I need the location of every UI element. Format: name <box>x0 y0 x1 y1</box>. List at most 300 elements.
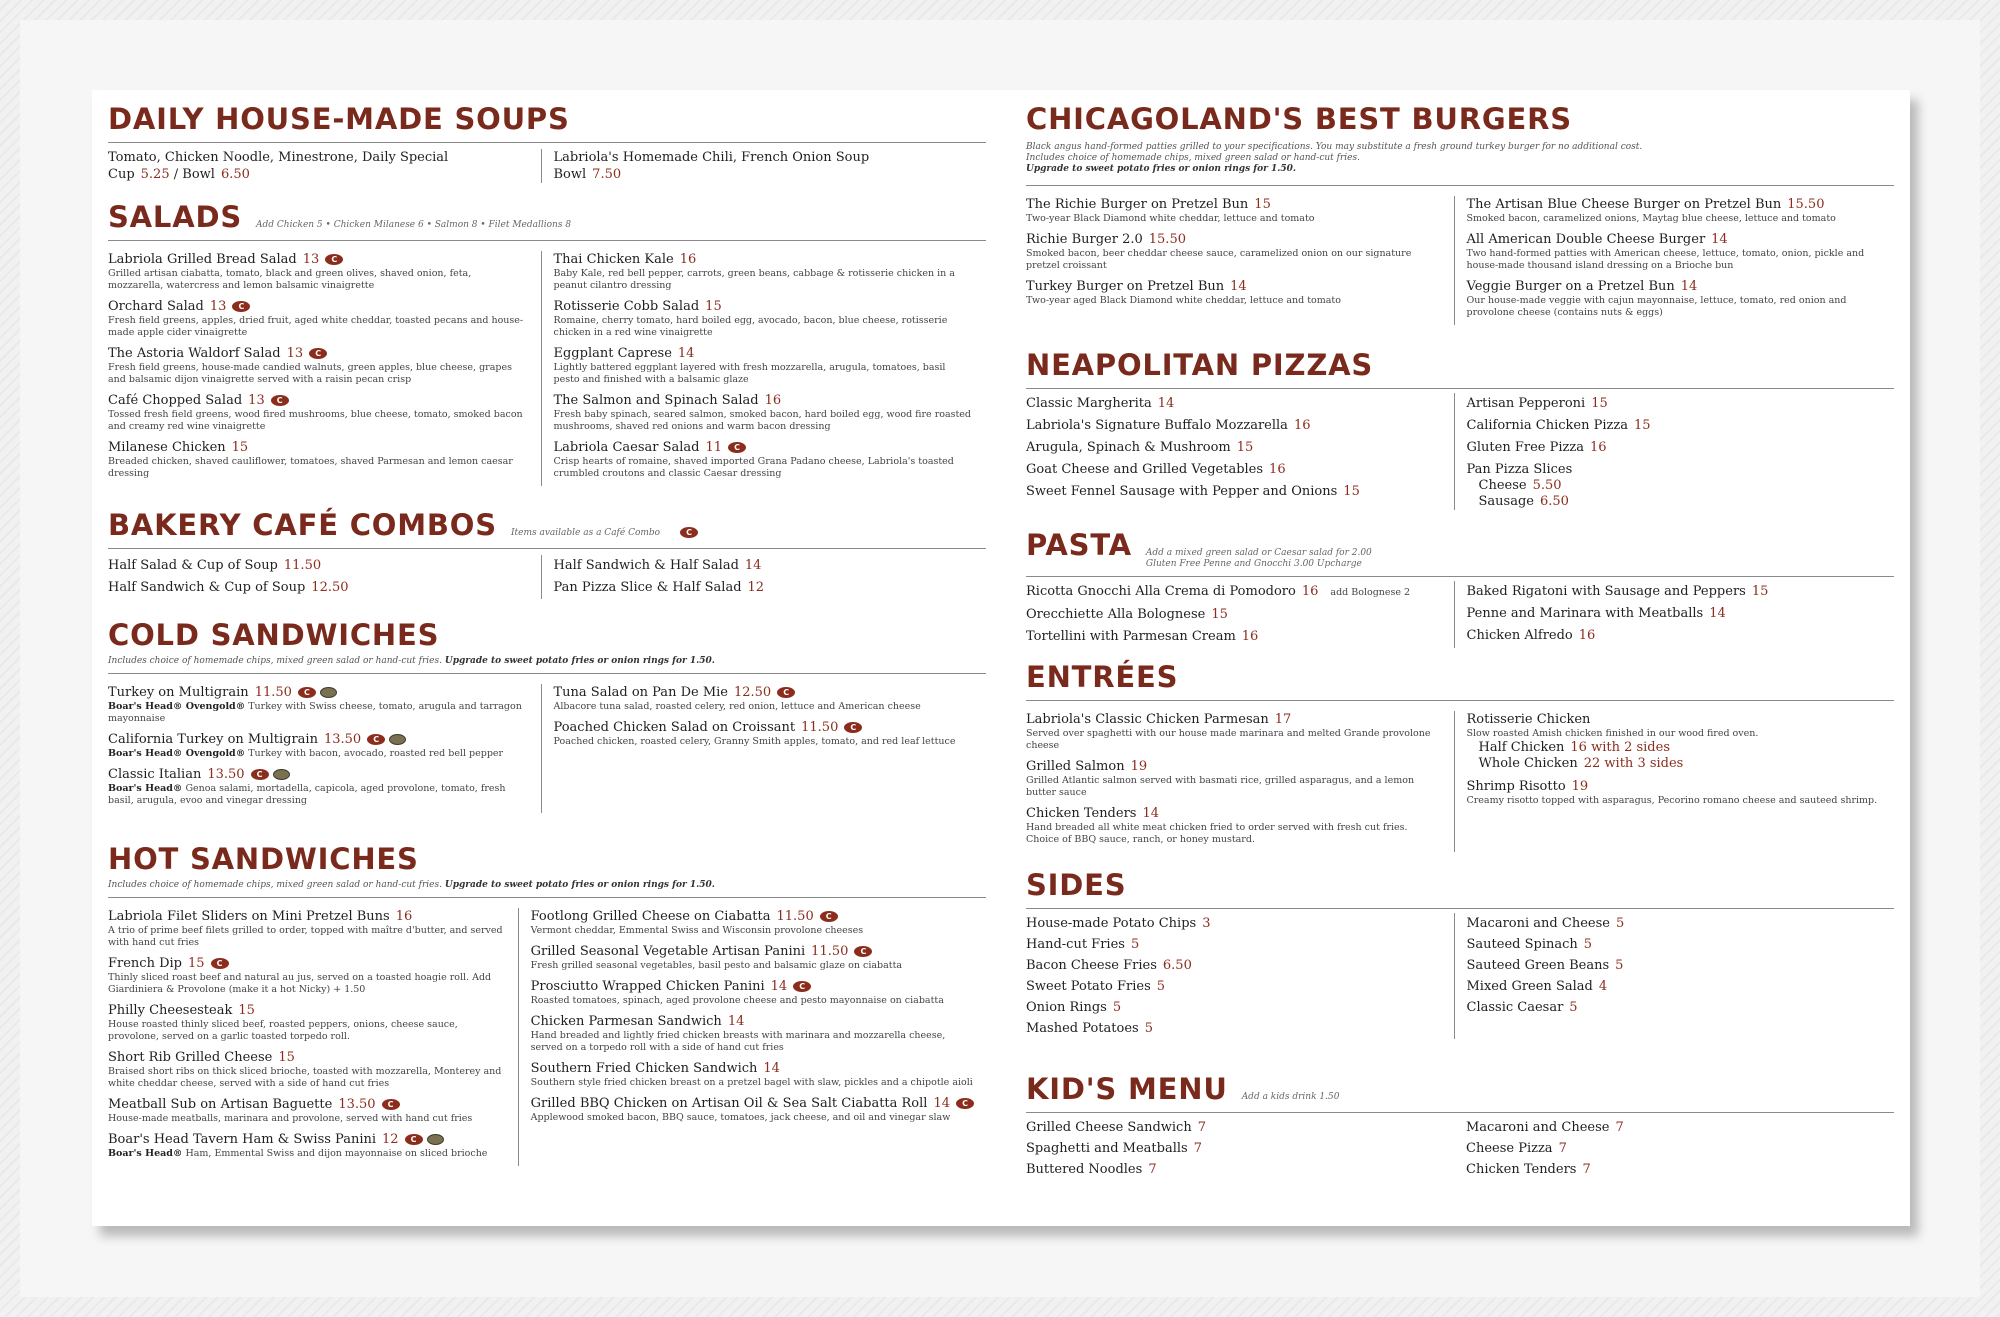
cold-title: COLD SANDWICHES <box>108 618 440 652</box>
item-heading <box>1026 758 1442 775</box>
item-description <box>1026 822 1442 846</box>
menu-item <box>108 908 506 949</box>
item-price: 13.50 <box>338 1097 376 1112</box>
menu-item <box>108 439 529 480</box>
item-desc-text: Roasted tomatoes, spinach, aged provolone cheese and pesto mayonnaise on ciabatta <box>530 995 944 1006</box>
item-description <box>108 925 506 949</box>
item-name: Chicken Tenders <box>1466 1162 1577 1177</box>
item-heading <box>1026 711 1442 728</box>
menu-item <box>108 1049 506 1090</box>
menu-item <box>554 251 975 292</box>
item-price: 7 <box>1193 1141 1203 1156</box>
item-heading <box>108 1131 506 1148</box>
item-name: All American Double Cheese Burger <box>1466 232 1706 247</box>
kids-right <box>1454 1117 1894 1180</box>
salads-section <box>108 200 986 486</box>
sub-item <box>1467 478 1883 494</box>
menu-item <box>531 1013 974 1054</box>
shrimp-risotto-desc: Creamy risotto topped with asparagus, Pecorino romano cheese and sauteed shrimp. <box>1466 795 1878 806</box>
item-desc-text: Genoa salami, mortadella, capicola, aged provolone, tomato, fresh basil, arugula, evoo and vinegar dressing <box>108 783 506 806</box>
item-desc-text: Turkey with bacon, avocado, roasted red bell pepper <box>245 748 504 759</box>
pasta-rule <box>1026 576 1894 577</box>
item-price: 15 <box>238 1003 255 1018</box>
menu-item <box>1467 278 1883 319</box>
kids-section <box>1026 1072 1894 1180</box>
menu-line-item <box>1467 976 1883 997</box>
item-name: Pan Pizza Slice & Half Salad <box>553 580 742 595</box>
soups-bowl-label: Bowl <box>182 167 215 182</box>
item-price: 15 <box>1211 607 1228 622</box>
soups-section <box>108 102 986 183</box>
item-price: 11.50 <box>776 909 814 924</box>
combo-badge-icon: C <box>298 687 316 698</box>
item-description <box>108 1148 506 1160</box>
menu-item <box>108 392 529 433</box>
item-desc-text: Fresh field greens, apples, dried fruit, aged white cheddar, toasted pecans and house-made apple cider vinaigrette <box>108 315 524 338</box>
menu-line-item <box>1026 581 1442 604</box>
item-name: Mashed Potatoes <box>1026 1021 1139 1036</box>
item-name: Half Salad & Cup of Soup <box>108 558 278 573</box>
item-description <box>108 972 506 996</box>
menu-line-item <box>1026 913 1442 934</box>
entrees-section <box>1026 660 1894 852</box>
entrees-left <box>1026 711 1454 852</box>
menu-line-item <box>108 555 529 577</box>
item-description <box>108 1066 506 1090</box>
item-desc-text: Ham, Emmental Swiss and dijon mayonnaise on sliced brioche <box>182 1148 488 1159</box>
menu-item <box>554 719 975 748</box>
item-name: Chicken Parmesan Sandwich <box>530 1014 722 1029</box>
item-heading <box>108 1002 506 1019</box>
item-price: 14 <box>1142 806 1160 821</box>
item-name: Prosciutto Wrapped Chicken Panini <box>530 979 765 994</box>
soups-title: DAILY HOUSE-MADE SOUPS <box>108 102 570 136</box>
cold-desc: Includes choice of homemade chips, mixed green salad or hand-cut fries. <box>108 656 442 666</box>
item-heading <box>1467 231 1883 248</box>
pizzas-right-list <box>1467 393 1883 459</box>
item-name: Bacon Cheese Fries <box>1026 958 1157 973</box>
item-name: The Artisan Blue Cheese Burger on Pretzel Bun <box>1466 197 1782 212</box>
menu-item <box>1026 196 1442 225</box>
menu-line-item <box>554 555 975 577</box>
item-heading <box>531 908 974 925</box>
salads-left <box>108 251 541 486</box>
item-heading <box>108 392 529 409</box>
item-price: 16 <box>1301 584 1319 599</box>
item-price: 12 <box>382 1132 399 1147</box>
item-desc-text: Baby Kale, red bell pepper, carrots, green beans, cabbage & rotisserie chicken in a peanut cilantro dressing <box>553 268 955 291</box>
item-extra: add Bolognese 2 <box>1330 587 1411 598</box>
boars-head-icon <box>389 734 406 745</box>
item-heading <box>554 392 975 409</box>
item-name: Grilled Salmon <box>1026 759 1125 774</box>
item-price: 5 <box>1112 1000 1122 1015</box>
item-name: Mixed Green Salad <box>1466 979 1593 994</box>
soups-right-bowl-price: 7.50 <box>592 167 622 182</box>
burgers-left <box>1026 196 1454 325</box>
menu-line-item <box>1026 976 1442 997</box>
item-desc-text: Served over spaghetti with our house made marinara and melted Grande provolone cheese <box>1026 728 1431 751</box>
item-name: Café Chopped Salad <box>108 393 243 408</box>
item-price: 14 <box>1709 606 1726 621</box>
item-price: 14 <box>677 346 695 361</box>
item-name: French Dip <box>108 956 182 971</box>
soups-right-line: Labriola's Homemade Chili, French Onion Soup <box>553 150 870 165</box>
menu-line-item <box>1026 626 1442 648</box>
menu-line-item <box>1467 934 1883 955</box>
item-heading <box>108 908 506 925</box>
item-name: Cheese Pizza <box>1466 1141 1553 1156</box>
item-desc-text: Fresh baby spinach, seared salmon, smoked bacon, hard boiled egg, wood fire roasted mushrooms, shaved red onions and warm bacon dressing <box>553 409 972 432</box>
sides-left <box>1026 913 1454 1039</box>
item-name: Sauteed Green Beans <box>1466 958 1610 973</box>
half-chicken-price: 16 with 2 sides <box>1570 740 1670 755</box>
item-description <box>108 315 529 339</box>
boars-head-icon <box>427 1134 444 1145</box>
item-price: 14 <box>744 558 762 573</box>
burgers-rule <box>1026 185 1894 186</box>
item-name: House-made Potato Chips <box>1026 916 1197 931</box>
item-name: Goat Cheese and Grilled Vegetables <box>1026 462 1264 477</box>
combo-badge-icon: C <box>956 1098 974 1109</box>
item-desc-text: Lightly battered eggplant layered with fresh mozzarella, arugula, tomatoes, basil pesto and finished with a balsamic glaze <box>553 362 946 385</box>
item-price: 14 <box>763 1061 780 1076</box>
menu-item <box>108 955 506 996</box>
item-heading <box>554 719 975 736</box>
combos-section <box>108 508 986 599</box>
item-name: Half Sandwich & Cup of Soup <box>108 580 306 595</box>
menu-item <box>108 251 529 292</box>
item-name: Classic Caesar <box>1466 1000 1564 1015</box>
item-price: 15 <box>1254 197 1271 212</box>
menu-line-item <box>1467 913 1883 934</box>
item-desc-text: Thinly sliced roast beef and natural au jus, served on a toasted hoagie roll. Add Giardiniera & Provolone (make it a hot Nicky) + 1.50 <box>108 972 492 995</box>
item-price: 15 <box>1236 440 1254 455</box>
item-price: 16 <box>764 393 782 408</box>
item-heading <box>531 1013 974 1030</box>
menu-line-item <box>1466 1117 1882 1138</box>
menu-item <box>108 1002 506 1043</box>
item-desc-text: Grilled Atlantic salmon served with basmati rice, grilled asparagus, and a lemon butter sauce <box>1026 775 1415 798</box>
combo-badge-icon: C <box>844 722 862 733</box>
sub-item-name: Cheese <box>1478 478 1527 493</box>
item-price: 7 <box>1148 1162 1157 1177</box>
item-name: The Astoria Waldorf Salad <box>108 346 281 361</box>
item-price: 16 <box>679 252 697 267</box>
shrimp-risotto-price: 19 <box>1571 779 1589 794</box>
sub-item <box>1467 494 1883 510</box>
item-price: 5 <box>1583 937 1593 952</box>
item-desc-text: Hand breaded and lightly fried chicken breasts with marinara and mozzarella cheese, served on a torpedo roll with a side of hand cut fries <box>530 1030 946 1053</box>
rotisserie-chicken-item <box>1467 711 1883 772</box>
item-name: Macaroni and Cheese <box>1466 916 1610 931</box>
item-desc-text: Our house-made veggie with cajun mayonnaise, lettuce, tomato, red onion and provolone cheese (contains nuts & eggs) <box>1466 295 1847 318</box>
cold-right <box>541 684 987 813</box>
item-heading <box>108 731 529 748</box>
burgers-section <box>1026 102 1894 325</box>
item-price: 15 <box>705 299 722 314</box>
item-name: Labriola Caesar Salad <box>553 440 700 455</box>
item-price: 17 <box>1274 712 1292 727</box>
item-price: 15 <box>1633 418 1651 433</box>
item-name: The Richie Burger on Pretzel Bun <box>1026 197 1249 212</box>
item-price: 14 <box>933 1096 950 1111</box>
item-price: 11 <box>705 440 723 455</box>
pasta-note-line1: Add a mixed green salad or Caesar salad for 2.00 <box>1145 548 1372 558</box>
pasta-title: PASTA <box>1026 528 1132 562</box>
rotisserie-chicken-name: Rotisserie Chicken <box>1466 712 1591 727</box>
item-name: Grilled Seasonal Vegetable Artisan Panini <box>530 944 806 959</box>
item-price: 7 <box>1582 1162 1591 1177</box>
menu-item <box>554 298 975 339</box>
item-name: Penne and Marinara with Meatballs <box>1466 606 1704 621</box>
item-description <box>1026 728 1442 752</box>
boars-head-icon <box>273 769 290 780</box>
item-name: Onion Rings <box>1026 1000 1107 1015</box>
item-price: 12 <box>747 580 765 595</box>
menu-item <box>531 908 974 937</box>
item-price: 3 <box>1202 916 1211 931</box>
burgers-intro-line3: Upgrade to sweet potato fries or onion rings for 1.50. <box>1026 164 1297 174</box>
item-price: 5 <box>1615 958 1624 973</box>
item-description <box>531 925 974 937</box>
item-price: 15 <box>188 956 205 971</box>
item-heading <box>531 1095 974 1112</box>
item-heading <box>108 684 529 701</box>
item-name: Boar's Head Tavern Ham & Swiss Panini <box>108 1132 377 1147</box>
rotisserie-chicken-desc: Slow roasted Amish chicken finished in our wood fired oven. <box>1466 728 1759 739</box>
cold-sandwiches-section <box>108 618 986 813</box>
item-name: Labriola's Classic Chicken Parmesan <box>1026 712 1269 727</box>
cold-left <box>108 684 541 813</box>
item-price: 14 <box>770 979 788 994</box>
shrimp-risotto-name: Shrimp Risotto <box>1466 779 1566 794</box>
item-heading <box>531 978 974 995</box>
menu-item <box>531 978 974 1007</box>
item-name: Southern Fried Chicken Sandwich <box>530 1061 758 1076</box>
soups-left <box>108 149 541 183</box>
item-description <box>1467 295 1883 319</box>
item-description <box>554 736 975 748</box>
menu-item <box>531 1060 974 1089</box>
cold-desc-upgrade: Upgrade to sweet potato fries or onion rings for 1.50. <box>444 656 715 666</box>
menu-item <box>1026 231 1442 272</box>
item-description <box>554 456 975 480</box>
item-price: 15 <box>1751 584 1769 599</box>
menu-line-item <box>1026 459 1442 481</box>
item-price: 15 <box>1591 396 1608 411</box>
item-heading <box>108 1049 506 1066</box>
sub-item-name: Sausage <box>1478 494 1534 509</box>
half-chicken-label: Half Chicken <box>1478 740 1565 755</box>
kids-note: Add a kids drink 1.50 <box>1241 1092 1340 1102</box>
item-name: Chicken Tenders <box>1026 806 1137 821</box>
hot-left <box>108 908 518 1166</box>
sub-item-price: 5.50 <box>1532 478 1562 493</box>
item-price: 15 <box>1343 484 1360 499</box>
burgers-intro-line2: Includes choice of homemade chips, mixed green salad or hand-cut fries. <box>1026 153 1360 163</box>
pizzas-rule <box>1026 388 1894 389</box>
item-name: Short Rib Grilled Cheese <box>108 1050 273 1065</box>
item-name: Tuna Salad on Pan De Mie <box>553 685 728 700</box>
kids-title: KID'S MENU <box>1026 1072 1228 1106</box>
item-desc-text: Crisp hearts of romaine, shaved imported Grana Padano cheese, Labriola's toasted crumbled croutons and classic Caesar dressing <box>553 456 954 479</box>
item-heading <box>108 251 529 268</box>
combo-badge-icon: C <box>309 348 327 359</box>
combos-title: BAKERY CAFÉ COMBOS <box>108 508 497 542</box>
item-desc-text: Hand breaded all white meat chicken fried to order served with fresh cut fries. Choice of BBQ sauce, ranch, or honey mustard. <box>1026 822 1408 845</box>
item-price: 4 <box>1598 979 1608 994</box>
item-heading <box>554 439 975 456</box>
item-price: 11.50 <box>801 720 839 735</box>
item-heading <box>108 298 529 315</box>
salads-right <box>541 251 987 486</box>
item-description <box>554 701 975 713</box>
item-price: 11.50 <box>283 558 322 573</box>
item-name: Arugula, Spinach & Mushroom <box>1026 440 1231 455</box>
entrees-rule <box>1026 700 1894 701</box>
menu-item <box>1026 711 1442 752</box>
whole-chicken-label: Whole Chicken <box>1478 756 1578 771</box>
salads-title: SALADS <box>108 200 243 234</box>
menu-line-item <box>554 577 975 599</box>
combo-badge-icon: C <box>271 395 289 406</box>
item-description <box>531 1077 974 1089</box>
combo-badge-icon: C <box>211 958 229 969</box>
item-name: Hand-cut Fries <box>1026 937 1125 952</box>
item-desc-text: Vermont cheddar, Emmental Swiss and Wisconsin provolone cheeses <box>530 925 864 936</box>
item-description <box>108 456 529 480</box>
menu-line-item <box>108 577 529 599</box>
cold-rule <box>108 673 986 674</box>
item-description <box>1467 248 1883 272</box>
hot-right <box>518 908 986 1166</box>
item-heading <box>1026 278 1442 295</box>
item-price: 15 <box>231 440 249 455</box>
menu-line-item <box>1026 604 1442 626</box>
item-name: Thai Chicken Kale <box>553 252 674 267</box>
menu-line-item <box>1466 1159 1882 1180</box>
item-description <box>108 409 529 433</box>
item-description <box>108 748 529 760</box>
menu-item <box>1026 805 1442 846</box>
pasta-note-line2: Gluten Free Penne and Gnocchi 3.00 Upcharge <box>1145 559 1362 569</box>
item-name: Labriola Grilled Bread Salad <box>108 252 297 267</box>
item-desc-text: Fresh field greens, house-made candied walnuts, green apples, blue cheese, grapes and balsamic dijon vinaigrette served with a raisin pecan crisp <box>108 362 512 385</box>
item-desc-text: Fresh grilled seasonal vegetables, basil pesto and balsamic glaze on ciabatta <box>530 960 903 971</box>
burgers-right <box>1454 196 1895 325</box>
item-description <box>1026 775 1442 799</box>
item-heading <box>554 251 975 268</box>
combos-note: Items available as a Café Combo <box>510 528 661 538</box>
sub-item-price: 6.50 <box>1539 494 1569 509</box>
item-heading <box>554 684 975 701</box>
menu-item <box>554 345 975 386</box>
item-description <box>108 1113 506 1125</box>
item-heading <box>108 439 529 456</box>
item-description <box>108 783 529 807</box>
item-brand: Boar's Head® Ovengold® <box>108 748 246 759</box>
item-name: Milanese Chicken <box>108 440 226 455</box>
boars-head-icon <box>320 687 337 698</box>
menu-line-item <box>1026 481 1442 503</box>
item-name: Orchard Salad <box>108 299 204 314</box>
combos-rule <box>108 548 986 549</box>
item-heading <box>531 943 974 960</box>
item-heading <box>1026 196 1442 213</box>
item-heading <box>554 298 975 315</box>
item-description <box>1467 213 1883 225</box>
menu-item <box>1467 231 1883 272</box>
menu-line-item <box>1026 393 1442 415</box>
menu-item <box>531 943 974 972</box>
combo-badge-icon: C <box>793 981 811 992</box>
combos-left <box>108 555 541 599</box>
menu-item <box>1026 758 1442 799</box>
item-description <box>1026 248 1442 272</box>
item-description <box>1026 295 1442 307</box>
item-price: 14 <box>1157 396 1175 411</box>
combo-badge-icon: C <box>251 769 269 780</box>
combo-badge-icon: C <box>854 946 872 957</box>
combo-badge-icon: C <box>680 527 698 538</box>
item-heading <box>108 345 529 362</box>
item-name: Orecchiette Alla Bolognese <box>1026 607 1206 622</box>
item-price: 19 <box>1130 759 1148 774</box>
item-price: 14 <box>1711 232 1728 247</box>
kids-rule <box>1026 1112 1894 1113</box>
menu-item <box>1026 278 1442 307</box>
item-price: 7 <box>1197 1120 1206 1135</box>
item-desc-text: Grilled artisan ciabatta, tomato, black and green olives, shaved onion, feta, mozzarella, watercress and lemon balsamic vinaigrette <box>108 268 472 291</box>
item-name: Ricotta Gnocchi Alla Crema di Pomodoro <box>1026 584 1296 599</box>
soups-separator: / <box>173 167 179 182</box>
item-name: California Turkey on Multigrain <box>108 732 318 747</box>
item-brand: Boar's Head® <box>108 1148 183 1159</box>
menu-line-item <box>1026 934 1442 955</box>
item-price: 5 <box>1615 916 1625 931</box>
pizzas-left <box>1026 393 1454 510</box>
item-description <box>1026 213 1442 225</box>
menu-line-item <box>1467 955 1883 976</box>
entrees-right <box>1454 711 1895 852</box>
item-heading <box>1467 278 1883 295</box>
item-name: Artisan Pepperoni <box>1466 396 1586 411</box>
item-brand: Boar's Head® Ovengold® <box>108 701 246 712</box>
pasta-right <box>1454 581 1895 648</box>
entrees-title: ENTRÉES <box>1026 660 1179 694</box>
menu-item <box>1467 196 1883 225</box>
burgers-intro-line1: Black angus hand-formed patties grilled to your specifications. You may substitute a fresh ground turkey burger for no additional cost. <box>1026 142 1643 152</box>
item-name: Philly Cheesesteak <box>108 1003 233 1018</box>
item-name: Sauteed Spinach <box>1466 937 1578 952</box>
menu-line-item <box>1026 1117 1442 1138</box>
item-price: 7 <box>1615 1120 1624 1135</box>
item-description <box>554 409 975 433</box>
pizzas-right <box>1454 393 1895 510</box>
item-desc-text: Poached chicken, roasted celery, Granny Smith apples, tomato, and red leaf lettuce <box>553 736 956 747</box>
menu-item <box>108 731 529 760</box>
item-description <box>108 1019 506 1043</box>
item-desc-text: Two-year Black Diamond white cheddar, lettuce and tomato <box>1026 213 1315 224</box>
item-name: Classic Margherita <box>1026 396 1152 411</box>
item-heading <box>1026 805 1442 822</box>
menu-line-item <box>1467 437 1883 459</box>
salads-rule <box>108 240 986 241</box>
soups-cup-price: 5.25 <box>140 167 170 182</box>
item-desc-text: A trio of prime beef filets grilled to order, topped with maître d'butter, and served with hand cut fries <box>108 925 503 948</box>
item-price: 13 <box>302 252 320 267</box>
